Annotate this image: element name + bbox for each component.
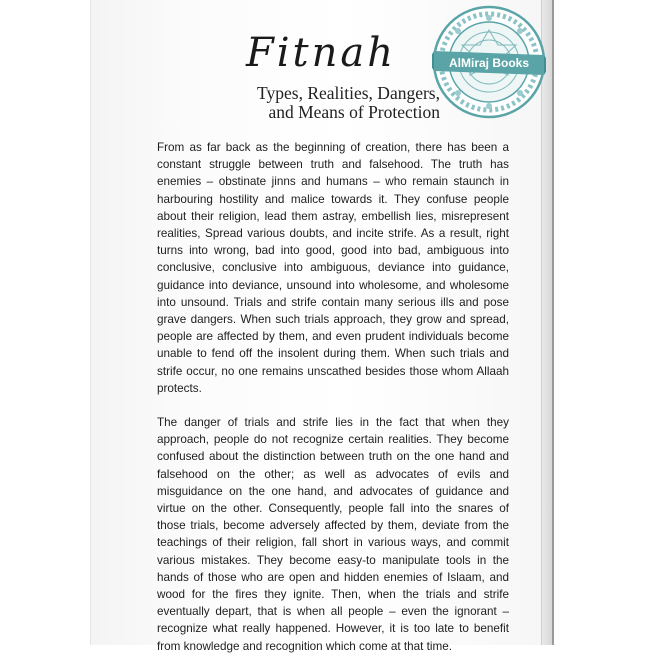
blurb-paragraph-1: From as far back as the beginning of creation, there has been a constant struggle between truth and falsehood. The truth has enemies – obstinate jinns and humans – who remain staunch in harbouring hostility and malice towards it. They confuse people about their religion, lead them astray, embellish lies, misrepresent realities, Spread various doubts, and incite strife. As a result, right turns into wrong, bad into good, good into bad, ambiguous into conclusive, conclusive into ambiguous, deviance into guidance, guidance into deviance, unsound into wholesome, and wholesome into unsound. Trials and strife contain many serious ills and pose grave dangers. When such trials approach, they grow and spread, people are affected by them, and even prudent individuals become unable to fend off the insolent during them. When such trials and strife occur, no one remains unscathed besides those whom Allaah protects. [157, 141, 509, 395]
book-edge [552, 0, 554, 645]
publisher-logo [432, 5, 546, 119]
blurb-text [157, 139, 509, 672]
publisher-logo-label: AlMiraj Books [448, 56, 530, 70]
subtitle-line-2: and Means of Protection [268, 102, 440, 122]
book-title: Fitnah [246, 30, 396, 76]
subtitle-line-1: Types, Realities, Dangers, [257, 83, 440, 103]
book-subtitle [200, 84, 440, 122]
blurb-paragraph-2: The danger of trials and strife lies in the fact that when they approach, people do not recognize certain realities. They become confused about the distinction between truth on the one hand and falsehood on the other; as well as advocates of evils and misguidance on the one hand, and advocates of guidance and virtue on the other. Consequently, people fall into the snares of those trials, become adversely affected by them, deviate from the teachings of their religion, fall short in various ways, and commit various mistakes. They become easy-to manipulate tools in the hands of those who are open and hidden enemies of Islaam, and wood for the fires they ignite. Then, when the trials and strife eventually depart, that is when all people – even the ignorant – recognize what really happened. However, it is too late to benefit from knowledge and recognition which come at that time. [157, 416, 509, 653]
